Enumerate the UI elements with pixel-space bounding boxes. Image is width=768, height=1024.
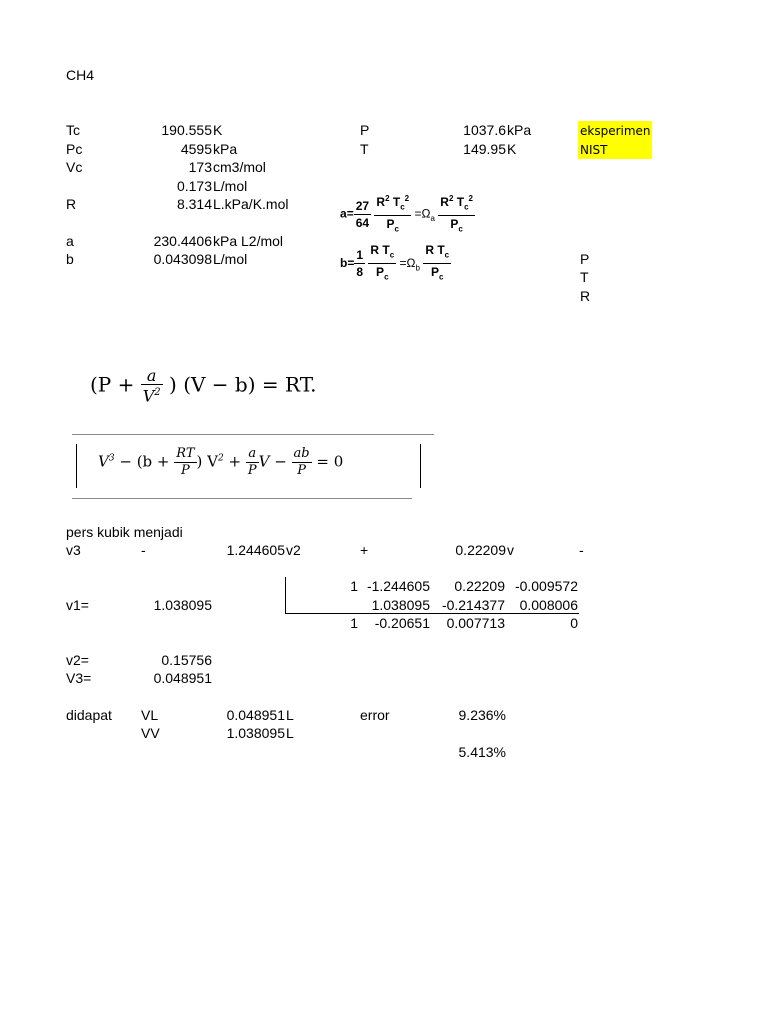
synth-r2-c4: 0.008006 <box>519 597 578 613</box>
formula-b-coef-den: 8 <box>356 265 364 280</box>
synth-r2-c3: -0.214377 <box>441 597 505 613</box>
formula-b-omega: Ω <box>406 256 416 271</box>
vdw-equation-image <box>90 358 340 414</box>
formula-a-coef-num: 27 <box>355 198 370 213</box>
vdw-sq: 2 <box>154 387 161 398</box>
sheet-title: CH4 <box>66 67 95 83</box>
synth-r1-c1: 1 <box>350 578 358 594</box>
right-letter-r: R <box>580 288 591 304</box>
unit-tc: K <box>213 122 223 138</box>
label-tc: Tc <box>66 122 80 138</box>
cubic-v: V − <box>258 452 287 471</box>
unit-t: K <box>507 141 517 157</box>
v2-value: 0.15756 <box>161 652 212 668</box>
value-tc: 190.555 <box>161 122 212 138</box>
value-b: 0.043098 <box>153 251 212 267</box>
formula-a-omega-sub: a <box>430 213 435 223</box>
label-r: R <box>66 196 77 212</box>
cubic-v3-label: v3 <box>66 542 81 558</box>
formula-b-rt2-sub: c <box>444 250 450 260</box>
unit-a: kPa L2/mol <box>213 233 284 249</box>
cubic-coef-v2: 1.244605 <box>226 542 285 558</box>
vv-value: 1.038095 <box>226 725 285 741</box>
synth-r3-c3: 0.007713 <box>446 615 505 631</box>
formula-b-eq: = <box>347 256 355 271</box>
formula-a-r2: R <box>440 195 449 209</box>
formula-b-rt-sub: c <box>389 250 395 260</box>
formula-b-label: b <box>340 256 348 271</box>
formula-a-r-sup: 2 <box>385 194 390 203</box>
formula-a-t2-sup: 2 <box>468 194 473 203</box>
label-pc: Pc <box>66 141 83 157</box>
cubic-rt: RT <box>176 446 195 461</box>
cubic-heading: pers kubik menjadi <box>66 524 183 540</box>
formula-a-p: P <box>386 217 395 232</box>
vl-unit: L <box>286 707 294 723</box>
formula-a-p-sub: c <box>394 224 399 234</box>
cubic-p3: P <box>297 463 306 478</box>
highlight-nist: NIST <box>580 143 608 157</box>
v2-label: v2= <box>66 652 89 668</box>
synth-r3-c4: 0 <box>570 615 578 631</box>
formula-a-omega: Ω <box>421 206 431 221</box>
formula-b-p-sub: c <box>384 272 389 282</box>
unit-b: L/mol <box>213 251 248 267</box>
vdw-v: V <box>142 386 155 406</box>
formula-b-p2: P <box>430 265 439 280</box>
highlight-cell-2 <box>578 140 652 159</box>
didapat-label: didapat <box>66 707 112 723</box>
cubic-a: a <box>246 446 259 463</box>
formula-a-t2-sub: c <box>464 202 469 212</box>
unit-r: L.kPa/K.mol <box>213 196 289 212</box>
formula-b-p: P <box>376 265 385 280</box>
value-r: 8.314 <box>176 196 212 212</box>
value-pc: 4595 <box>180 141 212 157</box>
formula-a-label: a <box>340 206 347 221</box>
formula-a-t2: T <box>456 195 465 209</box>
cubic-equation-image <box>72 432 436 500</box>
vl-label: VL <box>141 707 159 723</box>
cubic-close: ) V <box>196 452 218 471</box>
error-label: error <box>360 707 390 723</box>
formula-b-rt: R T <box>370 243 390 257</box>
formula-a-r2-sup: 2 <box>448 194 454 203</box>
synth-r1-c2: -1.244605 <box>366 578 430 594</box>
label-p: P <box>360 122 370 138</box>
vdw-rest: ) (V − b) = RT. <box>169 372 317 397</box>
cubic-minus-b: − (b + <box>119 452 170 471</box>
unit-pc: kPa <box>213 141 238 157</box>
cubic-plus-sign: + <box>360 542 369 558</box>
formula-a-t-sub: c <box>400 202 405 212</box>
synth-r2-c2: 1.038095 <box>371 597 430 613</box>
right-letter-p: P <box>580 251 590 267</box>
cubic-v-label: v <box>507 542 514 558</box>
vv-unit: L <box>286 725 294 741</box>
cubic-zero: = 0 <box>316 452 344 471</box>
cubic-exp3: 3 <box>108 453 115 464</box>
formula-a-eq: = <box>346 206 354 221</box>
v1-label: v1= <box>66 597 89 613</box>
cubic-minus-2: - <box>579 542 584 558</box>
highlight-eksperimen: eksperimen <box>580 124 651 138</box>
formula-a-t-sup: 2 <box>404 194 410 203</box>
synthetic-divider-vertical <box>285 577 286 613</box>
formula-a-coef-den: 64 <box>355 215 370 230</box>
right-letter-t: T <box>580 269 589 285</box>
vdw-a: a <box>141 368 163 385</box>
formula-b-coef-num: 1 <box>356 248 364 263</box>
unit-p: kPa <box>507 122 532 138</box>
unit-vc-lmol: L/mol <box>213 178 248 194</box>
unit-vc: cm3/mol <box>213 159 266 175</box>
label-a: a <box>66 233 74 249</box>
vdw-left: (P + <box>90 372 135 397</box>
cubic-plus: + <box>228 452 242 471</box>
v3-label: V3= <box>66 670 92 686</box>
label-vc: Vc <box>66 159 83 175</box>
v1-value: 1.038095 <box>153 597 212 613</box>
vl-value: 0.048951 <box>226 707 285 723</box>
value-vc: 173 <box>188 159 212 175</box>
formula-b-eq2: = <box>399 256 407 271</box>
formula-b-rt2: R T <box>425 243 445 257</box>
cubic-p2: P <box>247 463 257 478</box>
cubic-minus-1: - <box>141 542 146 558</box>
v3-value: 0.048951 <box>153 670 212 686</box>
synth-r3-c1: 1 <box>350 615 358 631</box>
formula-a-r: R <box>376 195 386 209</box>
formula-a-t: T <box>392 195 401 209</box>
formula-b-omega-sub: b <box>415 263 420 273</box>
highlight-cell-1 <box>578 121 652 140</box>
label-b: b <box>66 251 74 267</box>
value-t: 149.95 <box>463 141 506 157</box>
value-p: 1037.6 <box>463 122 506 138</box>
error-value-1: 9.236% <box>458 707 506 723</box>
cubic-v2-label: v2 <box>286 542 301 558</box>
formula-a-eq2: = <box>414 206 422 221</box>
cubic-v3: V <box>98 452 109 471</box>
formula-a-p2-sub: c <box>458 224 463 234</box>
value-a: 230.4406 <box>153 233 212 249</box>
synth-r3-c2: -0.20651 <box>374 615 430 631</box>
label-t: T <box>360 141 369 157</box>
formula-b-image <box>330 236 488 286</box>
synth-r1-c4: -0.009572 <box>514 578 578 594</box>
cubic-coef-v: 0.22209 <box>455 542 506 558</box>
error-value-2: 5.413% <box>458 744 506 760</box>
formula-a-image <box>330 183 488 233</box>
value-vc-lmol: 0.173 <box>176 178 212 194</box>
vv-label: VV <box>141 725 160 741</box>
synth-r1-c3: 0.22209 <box>454 578 505 594</box>
cubic-exp2: 2 <box>217 453 224 464</box>
cubic-p1: P <box>181 463 190 478</box>
formula-b-p2-sub: c <box>439 272 444 282</box>
formula-a-p2: P <box>450 217 459 232</box>
cubic-ab: ab <box>293 446 310 461</box>
